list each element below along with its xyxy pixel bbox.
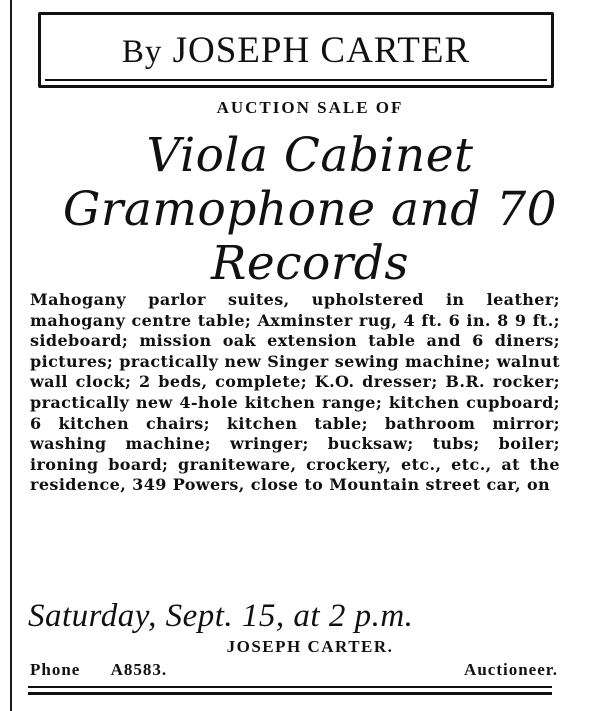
auctioneer-name: JOSEPH CARTER. [226, 637, 394, 656]
contact-row [30, 660, 558, 680]
bottom-rule-thin [28, 686, 552, 688]
auctioneer-role: Auctioneer. [464, 660, 558, 679]
auction-sale-heading: AUCTION SALE OF [216, 98, 404, 117]
title-line-3: Records [211, 236, 409, 291]
byline-name: JOSEPH CARTER [172, 30, 471, 71]
title-line-2: Gramophone and 70 [62, 182, 558, 237]
sale-date: Saturday, Sept. 15, at 2 p.m. [28, 598, 414, 634]
phone-label: Phone [30, 660, 81, 679]
item-list-paragraph: Mahogany parlor suites, upholstered in leather; mahogany centre table; Axminster rug, 4 ft. 6 in. 8 9 ft.; sideboard; mission oak extension table and 6 diners; pictures; practically new Singer sewing machine; walnut wall clock; 2 beds, complete; K.O. dresser; B.R. rocker; practically new 4-hole kitchen range; kitchen cupboard; 6 kitchen chairs; kitchen table; bathroom mirror; washing machine; wringer; bucksaw; tubs; boiler; ironing board; graniteware, crockery, etc., etc., at the residence, 349 Powers, close to Mountain street car, on [30, 290, 560, 495]
byline-prefix: By [121, 34, 163, 70]
bottom-rule-thick [28, 692, 552, 695]
byline [41, 29, 551, 72]
byline-box [38, 12, 554, 88]
phone-block [30, 660, 167, 680]
phone-number: A8583. [110, 660, 168, 679]
byline-box-inner-rule [45, 79, 547, 81]
title-line-1: Viola Cabinet [146, 128, 474, 183]
